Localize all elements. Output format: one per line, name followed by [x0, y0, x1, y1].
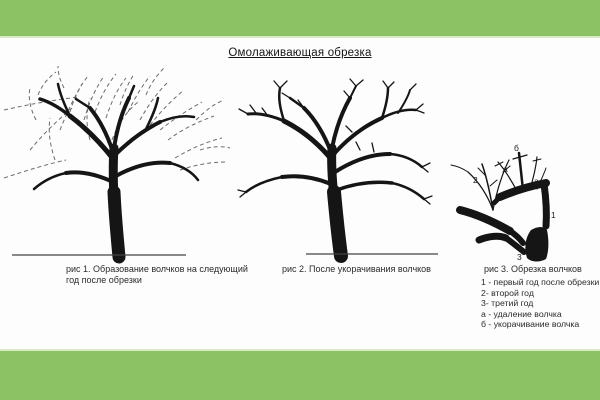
- fig3-caption: рис 3. Обрезка волчков: [484, 264, 582, 274]
- fig3-label-b: б: [514, 143, 519, 153]
- fig3-branch-detail-illustration: [451, 143, 556, 262]
- fig1-tree-illustration: [4, 66, 230, 257]
- fig1-tree-skeleton: [34, 84, 198, 257]
- fig2-caption: рис 2. После укорачивания волчков: [282, 264, 431, 274]
- fig3-branch-year1: [494, 153, 546, 226]
- fig1-caption: рис 1. Образование волчков на следующий год после обрезки: [66, 264, 248, 285]
- page-title: Омолаживающая обрезка: [228, 47, 372, 59]
- legend-item-1: 1 - первый год после обрезки: [481, 277, 600, 287]
- legend-item-b: б - укорачивание волчка: [481, 319, 580, 330]
- fig3-label-1: 1: [551, 210, 556, 220]
- fig3-label-2: 2: [473, 175, 478, 185]
- legend-item-3: 3- третий год: [481, 298, 534, 309]
- fig3-legend: [481, 277, 599, 330]
- legend-item-a: а - удаление волчка: [481, 308, 562, 319]
- fig2-tree-skeleton: [246, 86, 424, 256]
- fig2-tree-illustration: [238, 79, 438, 256]
- fig3-branch-year2: [451, 160, 523, 243]
- fig3-label-a2: а: [534, 176, 539, 186]
- fig3-label-3: 3: [517, 252, 522, 262]
- legend-item-2: 2- второй год: [481, 287, 534, 298]
- fig3-label-a1: а: [503, 164, 508, 174]
